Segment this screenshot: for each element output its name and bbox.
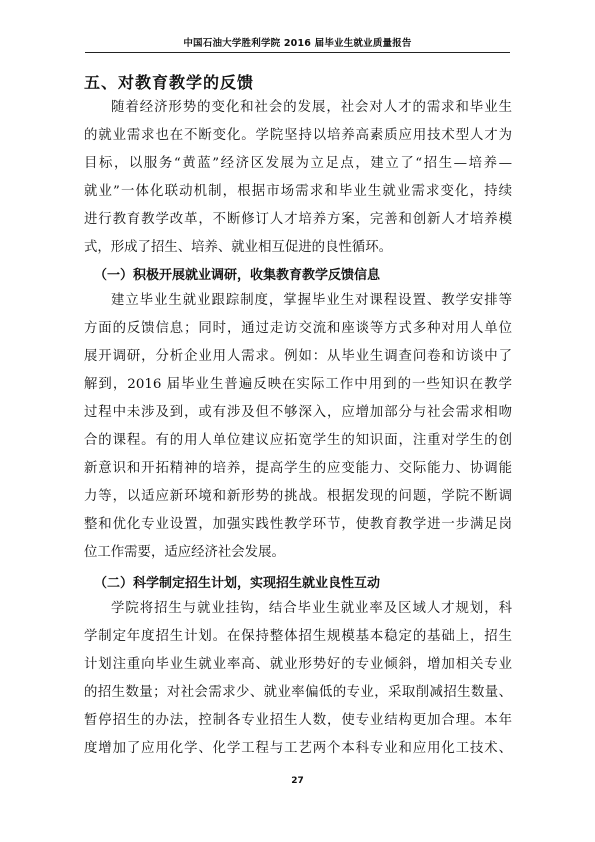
subsection-2-paragraph [84,595,512,763]
paragraph-line: 暂停招生的办法，控制各专业招生人数，使专业结构更加合理。本年 [84,713,512,728]
section-title: 五、对教育教学的反馈 [84,73,255,92]
paragraph-line: 就业”一体化联动机制，根据市场需求和毕业生就业需求变化，持续 [84,184,512,199]
paragraph-line: 的招生数量；对社会需求少、就业率偏低的专业，采取削减招生数量、 [84,685,512,700]
paragraph-line: 学院将招生与就业挂钩，结合毕业生就业率及区域人才规划，科 [111,601,512,616]
subsection-1-paragraph [84,287,512,567]
paragraph-line: 目标，以服务“黄蓝”经济区发展为立足点，建立了“招生—培养— [84,156,512,171]
subsection-title-1: （一）积极开展就业调研，收集教育教学反馈信息 [94,268,381,283]
paragraph-line: 解到，2016 届毕业生普遍反映在实际工作中用到的一些知识在教学 [84,377,512,392]
page-number: 27 [291,776,304,786]
paragraph-line: 方面的反馈信息；同时，通过走访交流和座谈等方式多种对用人单位 [84,321,512,336]
paragraph-line: 力等，以适应新环境和新形势的挑战。根据发现的问题，学院不断调 [84,489,512,504]
paragraph-line: 展开调研，分析企业用人需求。例如：从毕业生调查问卷和访谈中了 [84,349,512,364]
header-rule [85,52,510,53]
paragraph-line: 合的课程。有的用人单位建议应拓宽学生的知识面，注重对学生的创 [84,433,512,448]
subsection-title-2: （二）科学制定招生计划，实现招生就业良性互动 [94,576,381,591]
paragraph-line: 式，形成了招生、培养、就业相互促进的良性循环。 [84,240,392,255]
paragraph-line: 新意识和开拓精神的培养，提高学生的应变能力、交际能力、协调能 [84,461,512,476]
paragraph-line: 学制定年度招生计划。在保持整体招生规模基本稳定的基础上，招生 [84,629,512,644]
paragraph-line: 随着经济形势的变化和社会的发展，社会对人才的需求和毕业生 [111,100,512,115]
paragraph-line: 过程中未涉及到，或有涉及但不够深入，应增加部分与社会需求相吻 [84,405,512,420]
running-header: 中国石油大学胜利学院 2016 届毕业生就业质量报告 [183,38,412,49]
paragraph-line: 的就业需求也在不断变化。学院坚持以培养高素质应用技术型人才为 [84,128,512,143]
paragraph-line: 位工作需要，适应经济社会发展。 [84,545,285,560]
paragraph-line: 整和优化专业设置，加强实践性教学环节，使教育教学进一步满足岗 [84,517,512,532]
paragraph-line: 建立毕业生就业跟踪制度，掌握毕业生对课程设置、教学安排等 [111,293,512,308]
paragraph-line: 度增加了应用化学、化学工程与工艺两个本科专业和应用化工技术、 [84,741,512,756]
paragraph-line: 计划注重向毕业生就业率高、就业形势好的专业倾斜，增加相关专业 [84,657,512,672]
intro-paragraph [84,94,512,262]
paragraph-line: 进行教育教学改革，不断修订人才培养方案，完善和创新人才培养模 [84,212,512,227]
